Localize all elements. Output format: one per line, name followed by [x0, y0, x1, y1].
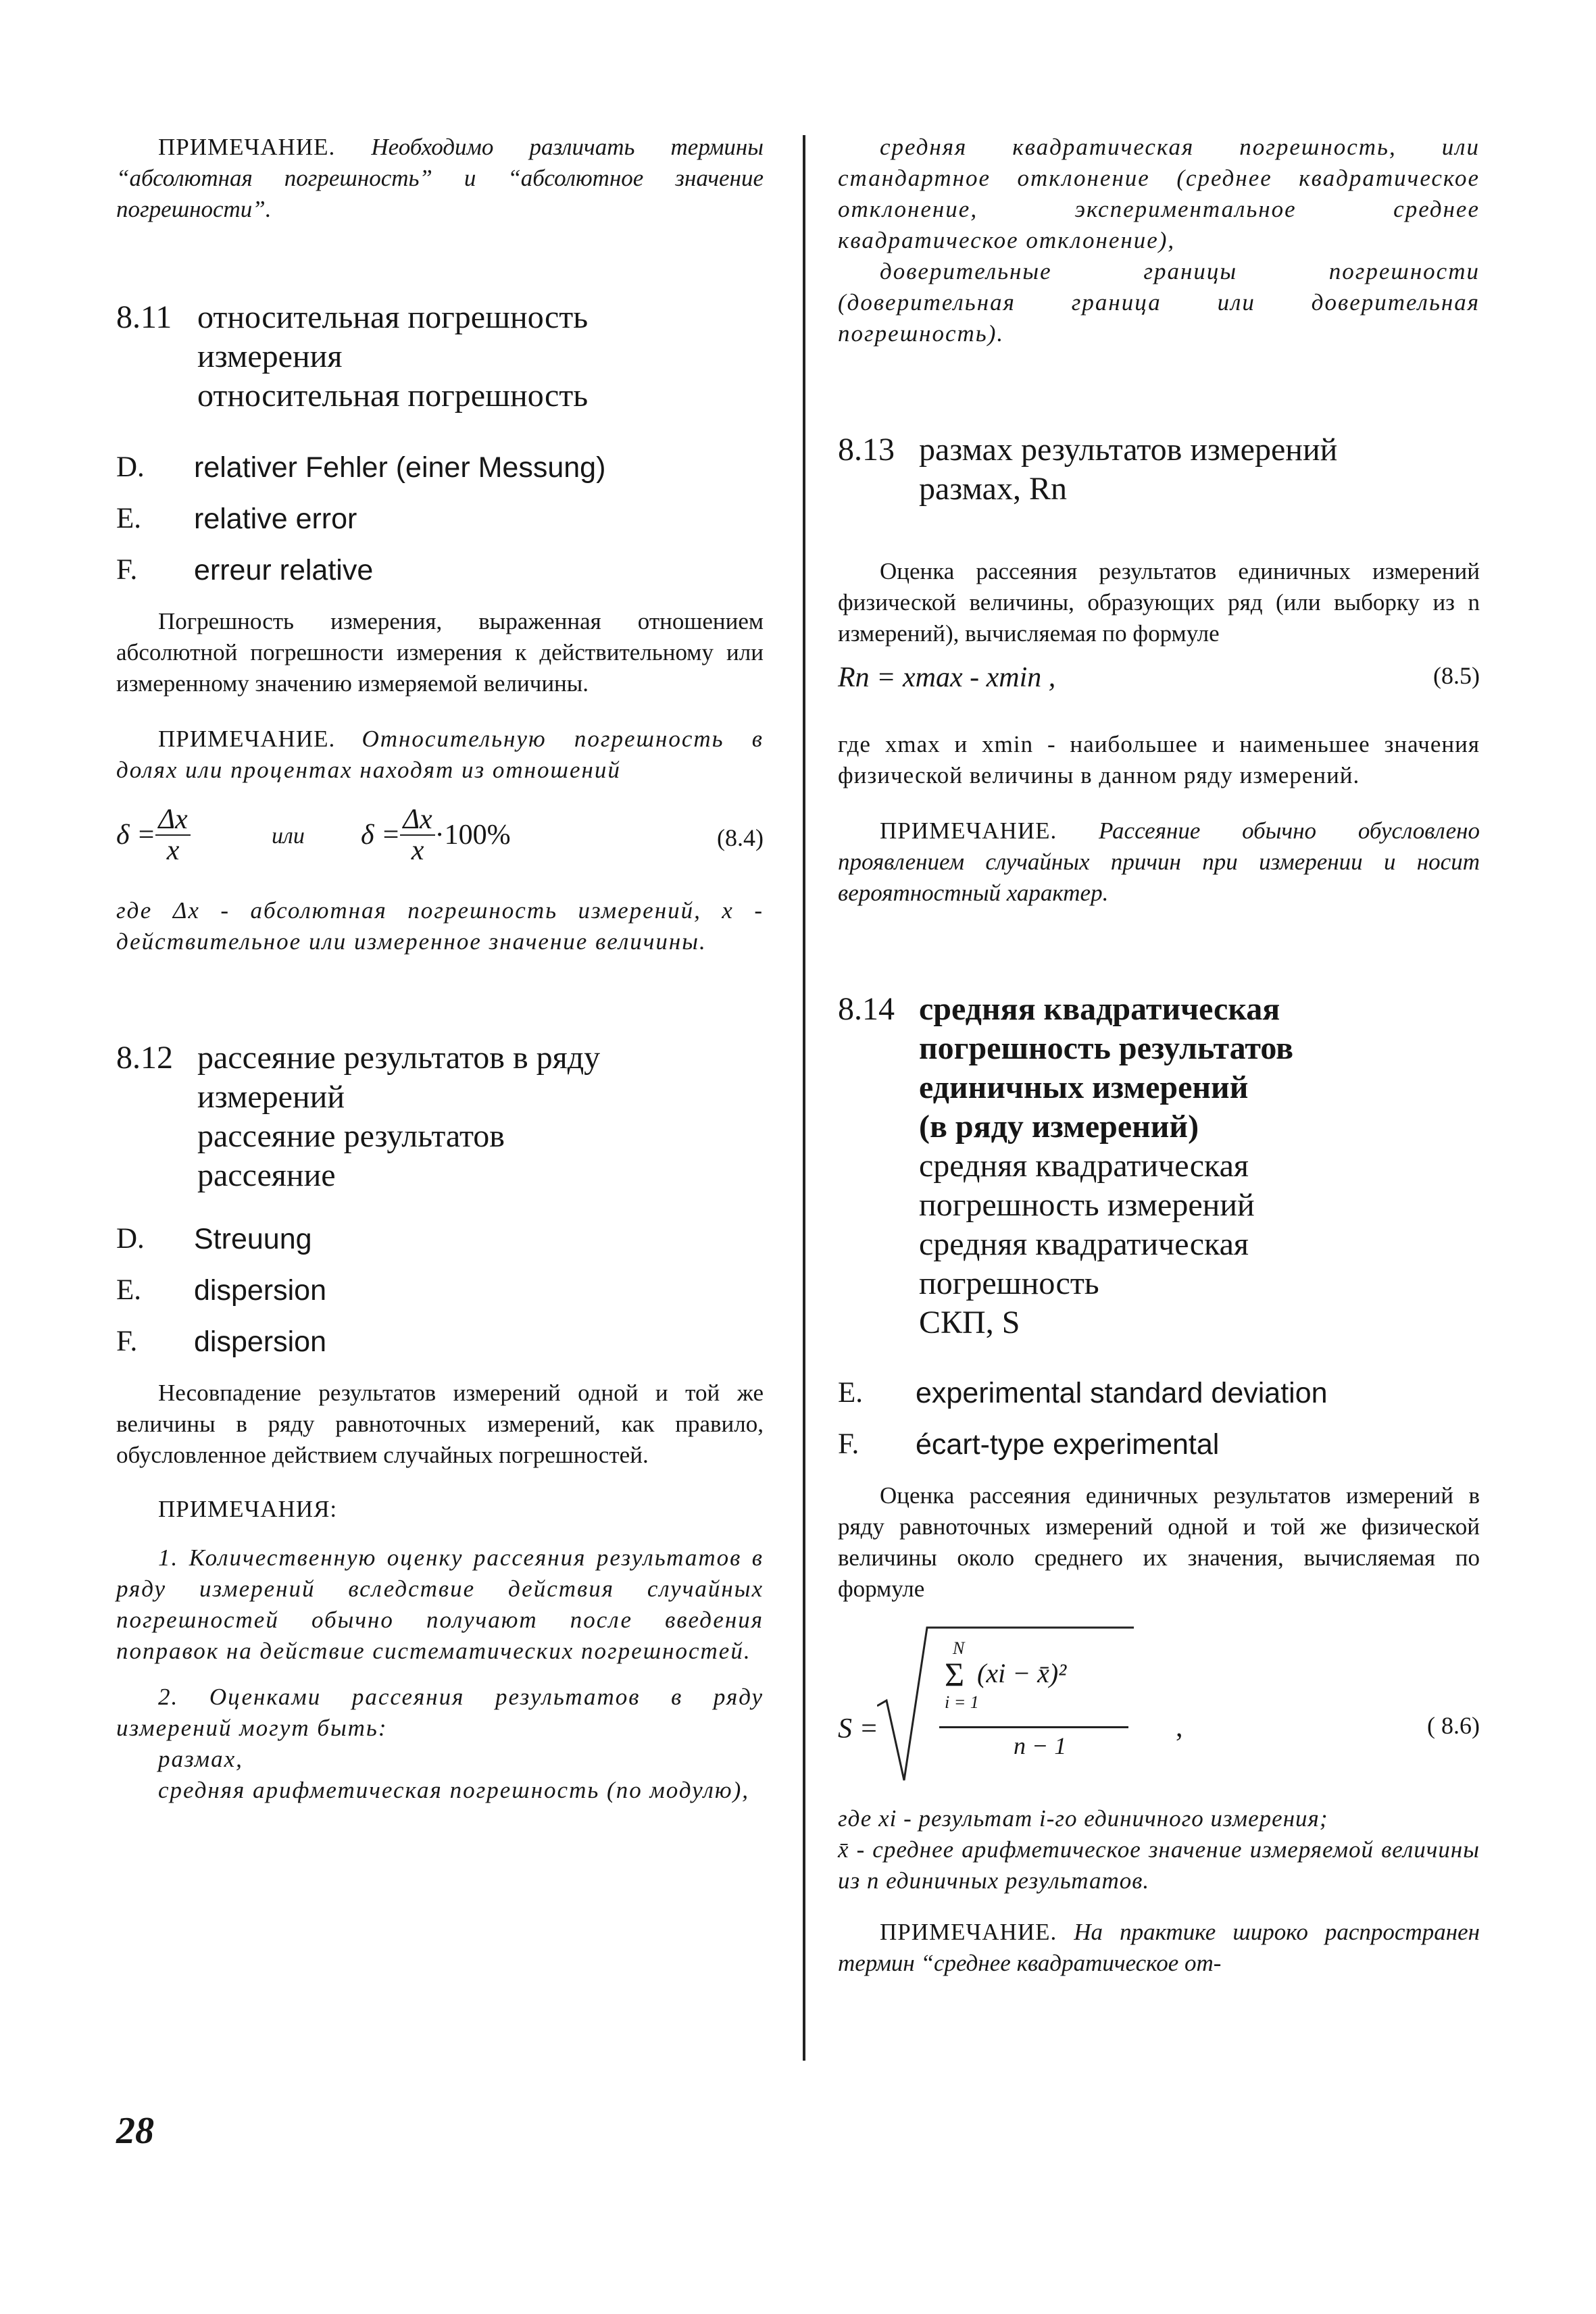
lang-row	[838, 1376, 1480, 1410]
term-8-14-langs	[838, 1376, 1480, 1461]
note-text: Рассеяние обычно обусловлено проявлением случайных причин при измерении и носит вероятностный характер.	[838, 818, 1480, 906]
lang-row	[116, 1222, 764, 1256]
note-text: На практике широко распространен термин “среднее квадратическое от-	[838, 1919, 1480, 1976]
lang-text: Streuung	[194, 1223, 312, 1255]
term-8-12-langs	[116, 1222, 764, 1359]
equation-number: (8.5)	[1433, 662, 1480, 689]
equation-number: ( 8.6)	[1427, 1712, 1480, 1739]
term-line: относительная погрешность	[197, 378, 589, 413]
lang-row	[116, 1325, 764, 1359]
lang-code: D.	[116, 1223, 145, 1255]
lang-code: F.	[838, 1428, 859, 1460]
sum-sign: Σ	[945, 1655, 965, 1693]
term-number: 8.11	[116, 299, 172, 335]
denominator: n − 1	[1014, 1732, 1067, 1759]
term-line: (в ряду измерений)	[919, 1109, 1199, 1145]
lang-text: relative error	[194, 503, 357, 535]
formula-tail: ,	[1176, 1712, 1183, 1743]
formula-lhs: δ =	[361, 820, 401, 851]
right-column	[838, 132, 1480, 1979]
continued-text: доверительные границы погрешности (доверительная граница или доверительная погрешность).	[838, 258, 1480, 347]
lang-code: F.	[116, 554, 138, 586]
term-8-13-heading	[838, 430, 1480, 509]
fraction	[155, 805, 190, 865]
formula-where: где xi - результат i-го единичного измерения;	[838, 1805, 1328, 1832]
formula-or: или	[272, 824, 305, 849]
note-label: ПРИМЕЧАНИЕ.	[880, 818, 1057, 844]
term-line: относительная погрешность	[197, 299, 589, 335]
note	[116, 724, 764, 786]
note-label: ПРИМЕЧАНИЕ.	[158, 134, 336, 160]
numerator: Δx	[400, 805, 434, 836]
note-subitem: средняя арифметическая погрешность (по модулю),	[158, 1777, 750, 1803]
term-line: погрешность	[919, 1265, 1099, 1301]
formula-tail: ·100%	[434, 820, 511, 851]
lang-row	[116, 553, 764, 587]
lang-text: écart-type experimental	[916, 1428, 1220, 1461]
term-line: размах результатов измерений	[919, 432, 1338, 468]
numerator: Δx	[155, 805, 190, 836]
note-label: ПРИМЕЧАНИЕ.	[880, 1919, 1057, 1945]
lang-code: E.	[116, 1274, 142, 1306]
formula-where: где Δx - абсолютная погрешность измерений, x - действительное или измеренное значение величины.	[116, 897, 764, 955]
formula-where: где xmax и xmin - наибольшее и наименьшее значения физической величины в данном ряду измерений.	[838, 731, 1480, 788]
lang-text: erreur relative	[194, 554, 374, 586]
continued-text: средняя квадратическая погрешность, или стандартное отклонение (среднее квадратическое отклонение, экспериментальное среднее квадратическое отклонение),	[838, 134, 1480, 253]
lang-row	[116, 1274, 764, 1307]
page-number: 28	[116, 2110, 154, 2152]
formula-8-5	[838, 661, 1480, 702]
term-8-11-heading	[116, 298, 764, 416]
denominator: x	[411, 835, 424, 866]
term-line: измерений	[197, 1079, 345, 1115]
equation-number: (8.4)	[717, 824, 764, 851]
term-line: рассеяние результатов	[197, 1118, 505, 1154]
formula-8-6	[838, 1625, 1480, 1794]
term-line: размах, Rn	[919, 471, 1067, 507]
note-top	[116, 132, 764, 225]
lang-row	[838, 1428, 1480, 1461]
note-subitem: размах,	[158, 1746, 243, 1772]
left-column	[116, 132, 764, 1806]
term-line: измерения	[197, 338, 343, 374]
formula-text: Rn = xmax - xmin ,	[838, 662, 1056, 693]
sum-bottom: i = 1	[945, 1692, 979, 1712]
term-number: 8.14	[838, 991, 895, 1027]
note	[838, 815, 1480, 909]
lang-text: experimental standard deviation	[916, 1377, 1328, 1409]
term-number: 8.12	[116, 1040, 173, 1076]
term-number: 8.13	[838, 432, 895, 468]
definition: Оценка рассеяния единичных результатов измерений в ряду равноточных измерений одной и той же физической величины около среднего их значения, вычисляемая по формуле	[838, 1482, 1480, 1602]
term-line: единичных измерений	[919, 1070, 1249, 1105]
column-divider	[803, 135, 805, 2061]
term-line: погрешность измерений	[919, 1187, 1255, 1223]
note-text: Необходимо различать термины “абсолютная погрешность” и “абсолютное значение погрешности”.	[116, 134, 764, 222]
sum-term: (xi − x̄)²	[977, 1658, 1067, 1688]
sum-top: N	[953, 1638, 965, 1658]
note-label: ПРИМЕЧАНИЕ.	[158, 726, 336, 752]
lang-row	[116, 451, 764, 484]
lang-text: dispersion	[194, 1274, 326, 1307]
denominator: x	[166, 835, 180, 866]
formula-lhs: δ =	[116, 820, 156, 851]
term-line: рассеяние результатов в ряду	[197, 1040, 601, 1076]
definition: Несовпадение результатов измерений одной и той же величины в ряду равноточных измерений, как правило, обусловленное действием случайных погрешностей.	[116, 1380, 764, 1468]
notes-label: ПРИМЕЧАНИЯ:	[158, 1496, 338, 1522]
term-line: средняя квадратическая	[919, 1226, 1249, 1262]
term-line: средняя квадратическая	[919, 1148, 1249, 1184]
term-8-11-langs	[116, 451, 764, 587]
lang-row	[116, 502, 764, 536]
formula-8-4	[116, 805, 764, 879]
radical-sign	[877, 1625, 1134, 1787]
note-item: 1. Количественную оценку рассеяния результатов в ряду измерений вследствие действия случайных погрешностей обычно получают после введения поправок на действие систематических погрешностей.	[116, 1544, 764, 1664]
lang-text: dispersion	[194, 1326, 326, 1358]
fraction-bar	[939, 1726, 1128, 1728]
term-8-14-heading	[838, 990, 1480, 1342]
note-text: Относительную погрешность в долях или процентах находят из отношений	[116, 726, 764, 783]
note-item: 2. Оценками рассеяния результатов в ряду измерений могут быть:	[116, 1684, 764, 1741]
formula-where: x̄ - среднее арифметическое значение измеряемой величины из n единичных результатов.	[838, 1836, 1480, 1894]
definition: Погрешность измерения, выраженная отношением абсолютной погрешности измерения к действительному или измеренному значению измеряемой величины.	[116, 608, 764, 697]
term-line: средняя квадратическая	[919, 991, 1280, 1027]
term-line: погрешность результатов	[919, 1030, 1294, 1066]
note	[838, 1917, 1480, 1979]
definition: Оценка рассеяния результатов единичных измерений физической величины, образующих ряд (или выборку из n измерений), вычисляемая по формуле	[838, 558, 1480, 647]
lang-code: D.	[116, 451, 145, 483]
fraction	[400, 805, 434, 865]
term-line: СКП, S	[919, 1305, 1020, 1340]
lang-text: relativer Fehler (einer Messung)	[194, 451, 606, 484]
lang-code: F.	[116, 1326, 138, 1357]
term-8-12-heading	[116, 1038, 764, 1195]
lang-code: E.	[838, 1377, 864, 1409]
term-line: рассеяние	[197, 1157, 336, 1193]
formula-lhs: S =	[838, 1713, 878, 1744]
lang-code: E.	[116, 503, 142, 534]
